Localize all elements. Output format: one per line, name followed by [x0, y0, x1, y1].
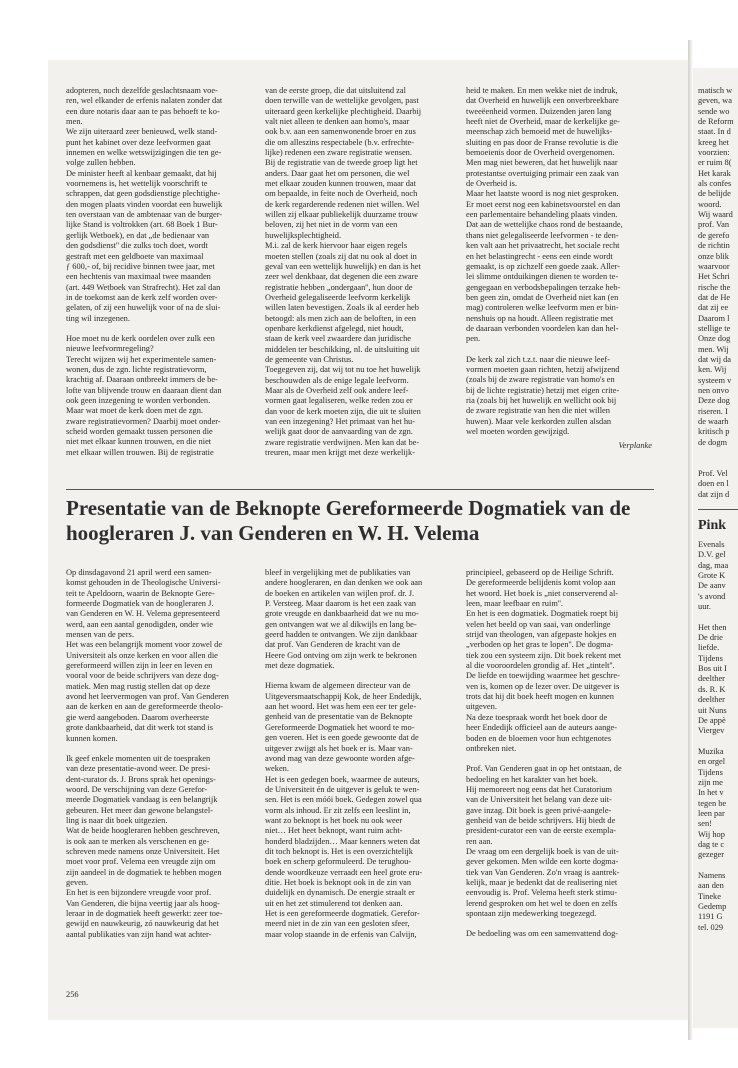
paragraph: heid te maken. En men wekke niet de indruk, dat Overheid en huwelijk een onverbreekbare tweeëenheid vormen. Duizenden jaren lang heeft niet de Overheid, maar de kerkelijke ge- meenschap zich bemoeid met de huwelijks- sluiting en pas door de Franse revolutie is die bemoeienis door de Overheid overgenomen. Men mag niet beweren, dat het huwelijk naar protestantse overtuiging primair een zaak van de Overheid is. Maar het laatste woord is nog niet gesproken. Er moet eerst nog een kabinetsvoorstel en dan een parlementaire behandeling plaats vinden. Dat aan de wettelijke chaos rond de bestaande, thans niet gelegaliseerde leefvormen - te den- ken valt aan het privaatrecht, het sociale recht en het belastingrecht - eens een einde wordt gemaakt, is op zichzelf een goede zaak. Aller- lei slimme ontduikingen dienen te worden te- gengegaan en verbodsbepalingen terzake heb- ben geen zin, omdat de Overheid niet kan (en mag) controleren welke leefvorm men er bin- nenshuis op na houdt. Alleen registratie met de daaraan verbonden voordelen kan dan hel- pen.: [466, 86, 623, 344]
right-page-column-top: matisch w geven, wa sende wo de Reform staat. In d kreeg het voorzien: er ruim 8( Het karak als confes de belijde woord. Wij waard prof. Van de gerefo de richtin onze blik waarvoor Het Schri rische the dat de He dat zij ee Daarom l stellige te Onze dog men. Wij dat wij da ken. Wij systeem v nen onvo Deze dog riseren. I de waarh kritisch p de dogm: [698, 86, 734, 447]
paragraph: principieel, gebaseerd op de Heilige Schrift. De gereformeerde belijdenis komt volop aan het woord. Het boek is „niet conserverend al- leen, maar leefbaar en ruim''. En het is een dogmatiek. Dogmatiek roept bij velen het beeld op van saai, van onderlinge strijd van theologen, van afgepaste hokjes en „verboden op het gras te lopen''. De dogma- tiek zou een systeem zijn. Dit boek rekent met al die vooroordelen grondig af. Het „tintelt''. De liefde en toewijding waarmee het geschre- ven is, komen op de lezer over. De uitgever is trots dat hij dit boek heeft mogen en kunnen uitgeven. Na deze toespraak wordt het boek door de heer Endedijk officieel aan de auteurs aange- boden en de bloemen voor hun echtgenotes ontbreken niet.: [466, 568, 622, 753]
paragraph: Prof. Van Genderen gaat in op het ontstaan, de bedoeling en het karakter van het boek. Hij memoreert nog eens dat het Curatorium van de Universiteit het belang van deze uit- gave inzag. Dit boek is geen privé-aangele- genheid van de beide schrijvers. Hij biedt de president-curator een van de eerste exempla- ren aan. De vraag om een dergelijk boek is van de uit- gever gekomen. Men wilde een korte dogma- tiek van Van Genderen. Zo'n vraag is aantrek- kelijk, maar je bedenkt dat de realisering niet eenvoudig is. Prof. Velema heeft sterk stimu- lerend gesproken om het wel te doen en zelfs spontaan zijn medewerking toegezegd.: [466, 764, 622, 918]
top-column-3: [466, 86, 652, 452]
paragraph: Op dinsdagavond 21 april werd een samen- komst gehouden in de Theologische Universi- teit te Apeldoorn, waarin de Beknopte Gere- formeerde Dogmatiek van de hoogleraren J. van Genderen en W. H. Velema gepresenteerd werd, aan een aantal genodigden, onder wie mensen van de pers. Het was een belangrijk moment voor zowel de Universiteit als onze kerken en voor allen die gereformeerd willen zijn in leer en leven en vooral voor de beide schrijvers van deze dog- matiek. Men mag rustig stellen dat op deze avond het leervermogen van prof. Van Genderen aan de kerken en aan de gereformeerde theolo- gie werd aangeboden. Daarom overheerste grote dankbaarheid, dat dit werk tot stand is kunnen komen.: [66, 568, 229, 743]
top-column-2: [265, 86, 451, 458]
paragraph: van de eerste groep, die dat uitsluitend zal doen terwille van de wettelijke gevolgen, past uiteraard geen kerkelijke plechtigheid. Daarbij valt niet alleen te denken aan homo's, maar ook b.v. aan een samenwonende broer en zus die om alleszins respectabele (b.v. erfrechte- lijke) redenen een zware registratie wensen. Bij de registratie van de tweede groep ligt het anders. Daar gaat het om personen, die wel met elkaar zouden kunnen trouwen, maar dat om bepaalde, in feite noch de Overheid, noch de kerk regarderende redenen niet willen. Wel willen zij elkaar publiekelijk duurzame trouw beloven, zij het niet in de vorm van een huwelijksplechtigheid. M.i. zal de kerk hiervoor haar eigen regels moeten stellen (zoals zij dat nu ook al doet in geval van een wettelijk huwelijk) en dan is het zeer wel denkbaar, dat degenen die een zware registratie hebben „ondergaan'', hun door de Overheid gelegaliseerde leefvorm kerkelijk willen laten bevestigen. Zoals ik al eerder heb betoogd: als men zich aan de beloften, in een openbare kerkdienst afgelegd, niet houdt, staan de kerk veel zwaardere dan juridische middelen ter beschikking, nl. de uitsluiting uit de gemeente van Christus. Toegegeven zij, dat wij tot nu toe het huwelijk beschouwden als de enige legale leefvorm. Maar als de Overheid zelf ook andere leef- vormen gaat legaliseren, welke reden zou er dan voor de kerk moeten zijn, die uit te sluiten van een inzegening? Het primaat van het hu- welijk gaat door de aanvaarding van de zgn. zware registratie verdwijnen. Men kan dat be- treuren, maar men krijgt met deze werkelijk-: [265, 86, 422, 458]
paragraph: Ik geef enkele momenten uit de toespraken van deze presentatie-avond weer. De presi- dent-curator ds. J. Brons sprak het openings- woord. De verschijning van deze Gerefor- meerde Dogmatiek vandaag is een belangrijk gebeuren. Het meer dan gewone belangstel- ling is naar dit boek uitgezien. Wat de beide hoogleraren hebben geschreven, is ook aan te merken als verschenen en ge- schreven mede namens onze Universiteit. Het moet voor prof. Velema een vreugde zijn om zijn aandeel in de dogmatiek te hebben mogen geven. En het is een bijzondere vreugde voor prof. Van Genderen, die bijna veertig jaar als hoog- leraar in de dogmatiek heeft gewerkt: zeer toe- gewijd en nauwkeurig, zó nauwkeurig dat het aantal publikaties van zijn hand wat achter-: [66, 753, 223, 939]
right-page-column-bottom: Evenals D.V. gel dag, maa Grote K De aanv 's avond uur. Het then De drie liefde. Tijdens Bos uit I deelther ds. R. K deelther uit Nuns De appè Viergev Muzika en orgel Tijdens zijn me In het v tegen be leen par sen! Wij hop dag te c gezeger Namens aan den Tineke Gedemp 1191 G tel. 029: [698, 540, 729, 932]
paragraph: Hierna kwam de algemeen directeur van de Uitgeversmaatschappij Kok, de heer Endedijk, aan het woord. Het was hem een eer ter gele- genheid van de presentatie van de Beknopte Gereformeerde Dogmatiek het woord te mo- gen voeren. Het is een goede gewoonte dat de uitgever zwijgt als het boek er is. Maar van- avond mag van deze gewoonte worden afge- weken. Het is een gedegen boek, waarmee de auteurs, de Universiteit én de uitgever is geluk te wen- sen. Het is een móói boek. Gedegen zowel qua vorm als inhoud. Er zit zelfs een leeslint in, want zo beknopt is het boek nu ook weer niet… Het heet beknopt, want ruim acht- honderd bladzijden… Maar kenners weten dat dit toch beknopt is. Het is een overzichtelijk boek en scherp geformuleerd. De terughou- dende woordkeuze verraadt een heel grote eru- ditie. Het boek is beknopt ook in de zin van duidelijk en dynamisch. De energie straalt er uit en het zet stimulerend tot denken aan. Het is een gereformeerde dogmatiek. Gerefor- meerd niet in de zin van een gesloten sfeer, maar volop staande in de erfenis van Calvijn,: [265, 681, 423, 939]
article-column-3: [466, 568, 652, 940]
article-title: Presentatie van de Beknopte Gereformeerde Dogmatiek van de hoogleraren J. van Genderen en W. H. Velema: [66, 496, 631, 545]
article-column-2: [265, 568, 451, 940]
author-signature: Verplanke: [618, 441, 652, 451]
right-page-divider: [698, 509, 738, 510]
paragraph: De kerk zal zich t.z.t. naar die nieuwe leef- vormen moeten gaan richten, hetzij afwijzend (zoals bij de zware registratie van homo's en bij de lichte registratie) hetzij met eigen crite- ria (zoals bij het huwelijk en wellicht ook bij de zware registratie van hen die niet willen huwen). Maar vele kerkorden zullen alsdan wel moeten worden gewijzigd.: [466, 354, 620, 436]
article-column-1: [66, 568, 252, 940]
paragraph: bleef in vergelijking met de publikaties van andere hoogleraren, en dan denken we ook aan de boeken en artikelen van wijlen prof. dr. J. P. Versteeg. Maar daarom is het een zaak van grote vreugde en dankbaarheid dat we nu mo- gen ontvangen wat we al dikwijls en lang be- geerd hadden te ontvangen. We zijn dankbaar dat prof. Van Genderen de kracht van de Heere God ontving om zijn werk te bekronen met deze dogmatiek.: [265, 568, 423, 671]
page-number: 256: [66, 990, 79, 999]
top-column-1: [66, 86, 252, 458]
paragraph: Hoe moet nu de kerk oordelen over zulk een nieuwe leefvormregeling? Terecht wijzen wij het experimentele samen- wonen, dus de zgn. lichte registratievorm, krachtig af. Daaraan ontbreekt immers de be- lofte van blijvende trouw en daaraan dient dan ook geen inzegening te worden verbonden. Maar wat moet de kerk doen met de zgn. zware registratievormen? Daarbij moet onder- scheid worden gemaakt tussen personen die niet met elkaar kunnen trouwen, en die niet met elkaar willen trouwen. Bij de registratie: [66, 333, 222, 457]
section-divider: [66, 489, 654, 490]
right-page-column-mid: Prof. Vel doen en l dat zijn d: [698, 469, 730, 499]
right-page-heading: Pink: [698, 518, 727, 533]
paragraph: adopteren, noch dezelfde geslachtsnaam voe- ren, wel elkander de erfenis nalaten zonder dat een dure notaris daar aan te pas behoeft te ko- men. We zijn uiteraard zeer benieuwd, welk stand- punt het kabinet over deze leefvormen gaat innemen en welke wetswijzigingen die ten ge- volge zullen hebben. De minister heeft al kenbaar gemaakt, dat hij voornemens is, het wettelijk voorschrift te schrappen, dat geen godsdienstige plechtighe- den mogen plaats vinden voordat een huwelijk ten overstaan van de ambtenaar van de burger- lijke Stand is voltrokken (art. 68 Boek 1 Bur- gerlijk Wetboek), en dat „de bedienaar van den godsdienst'' die zulks toch doet, wordt gestraft met een geldboete van maximaal ƒ 600,- of, bij recidive binnen twee jaar, met een hechtenis van maximaal twee maanden (art. 449 Wetboek van Strafrecht). Het zal dan in de toekomst aan de kerk zelf worden over- gelaten, of zij een huwelijk voor of na de slui- ting wil inzegenen.: [66, 86, 223, 323]
paragraph: De bedoeling was om een samenvattend dog-: [466, 929, 619, 939]
